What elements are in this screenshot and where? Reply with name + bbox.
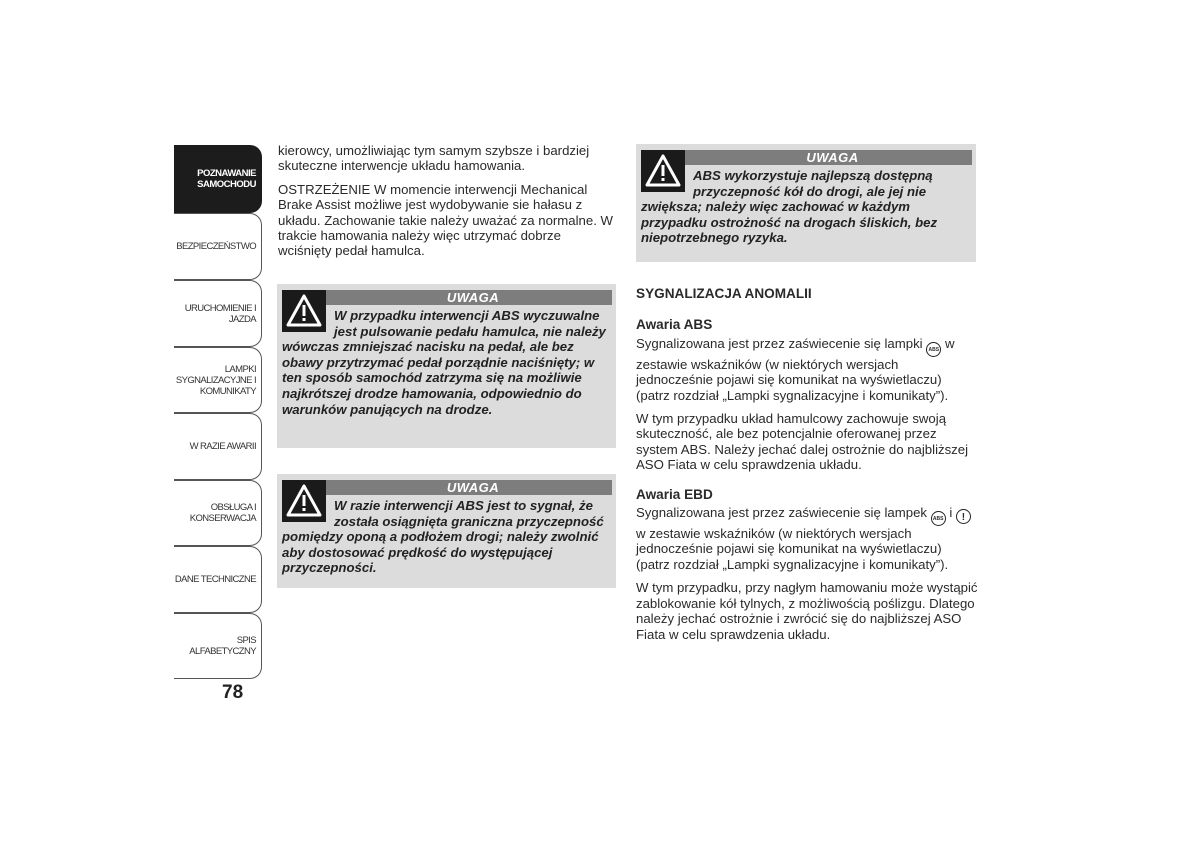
text-span: Sygnalizowana jest przez zaświecenie się lampek: [636, 505, 928, 521]
right-column: [636, 286, 978, 650]
tab-spis-alfabetyczny[interactable]: [174, 613, 262, 679]
abs-warning-light-icon: ABS: [931, 511, 946, 526]
warning-title: UWAGA: [641, 150, 972, 165]
paragraph: W tym przypadku, przy nagłym hamowaniu może wystąpić zablokowanie kół tylnych, z możliwością poślizgu. Dlatego należy jechać ostrożnie i zwrócić się do najbliższej ASO Fiata w celu sprawdzenia układu.: [636, 580, 978, 642]
section-heading: SYGNALIZACJA ANOMALII: [636, 286, 812, 301]
warning-text: W przypadku interwencji ABS wyczuwalne jest pulsowanie pedału hamulca, nie należy wówczas zmniejszać nacisku na pedał, ale bez obawy przytrzymać pedał porządnie naciśnięty; w ten sposób samochód zatrzyma się na możliwie najkrótszej drodze hamowania, odpowiednio do warunków panujących na drodze.: [282, 308, 606, 417]
warning-triangle-icon: [641, 150, 685, 192]
text-span: w zestawie wskaźników (w niektórych wersjach jednocześnie pojawi się komunikat na wyświetlaczu) (patrz rozdział „Lampki sygnalizacyjne i komunikaty”).: [636, 526, 949, 572]
tab-label: URUCHOMIENIE I JAZDA: [184, 302, 256, 325]
paragraph: [636, 336, 978, 403]
tab-uruchomienie-i-jazda[interactable]: [174, 280, 262, 347]
left-column: [278, 143, 618, 267]
tab-label: SPIS ALFABETYCZNY: [189, 635, 256, 657]
warning-title: UWAGA: [282, 290, 612, 305]
tab-dane-techniczne[interactable]: [174, 546, 262, 613]
tab-w-razie-awarii[interactable]: [174, 413, 262, 480]
warning-text: W razie interwencji ABS jest to sygnał, że została osiągnięta graniczna przyczepność pomiędzy oponą a podłożem drogi; należy zwolnić aby dostosować prędkość do występującej przyczepności.: [282, 498, 604, 576]
brake-warning-light-icon: !: [956, 509, 971, 524]
tab-label: LAMPKI SYGNALIZACYJNE I KOMUNIKATY: [175, 363, 256, 397]
text-span: i: [949, 505, 953, 521]
paragraph: OSTRZEŻENIE W momencie interwencji Mechanical Brake Assist możliwe jest wydobywanie sie hałasu z układu. Zachowanie takie należy uważać za normalne. W trakcie hamowania należy więc utrzymać dobrze wciśnięty pedał hamulca.: [278, 181, 613, 259]
subsection-heading: Awaria EBD: [636, 486, 713, 502]
abs-warning-light-icon: ABS: [926, 342, 941, 357]
warning-box: [277, 474, 616, 588]
tab-obsluga-i-konserwacja[interactable]: [174, 480, 262, 546]
tab-poznawanie-samochodu[interactable]: [174, 145, 262, 213]
warning-triangle-icon: [282, 290, 326, 332]
warning-triangle-icon: [282, 480, 326, 522]
text-span: w zestawie wskaźników (w niektórych wersjach jednocześnie pojawi się komunikat na wyświetlaczu) (patrz rozdział „Lampki sygnalizacyjne i komunikaty”).: [636, 335, 955, 403]
paragraph: kierowcy, umożliwiając tym samym szybsze i bardziej skuteczne interwencje układu hamowania.: [278, 143, 590, 174]
paragraph: [636, 505, 978, 572]
tab-bezpieczenstwo[interactable]: [174, 213, 262, 280]
warning-box: [277, 284, 616, 448]
tab-lampki-sygnalizacyjne[interactable]: [174, 347, 262, 413]
tab-label: POZNAWANIE SAMOCHODU: [197, 168, 256, 190]
warning-box: [636, 144, 976, 262]
text-span: Sygnalizowana jest przez zaświecenie się lampki: [636, 335, 923, 351]
tab-label: DANE TECHNICZNE: [174, 574, 256, 585]
subsection-heading: Awaria ABS: [636, 317, 713, 333]
warning-text: ABS wykorzystuje najlepszą dostępną przyczepność kół do drogi, ale jej nie zwiększa; należy więc zachować w każdym przypadku ostrożność na drogach śliskich, bez niepotrzebnego ryzyka.: [641, 168, 938, 246]
tab-label: BEZPIECZEŃSTWO: [176, 241, 256, 252]
warning-title: UWAGA: [282, 480, 612, 495]
tab-label: W RAZIE AWARII: [189, 441, 256, 452]
paragraph: W tym przypadku układ hamulcowy zachowuje swoją skuteczność, ale bez potencjalnie oferowanej przez system ABS. Należy jechać dalej ostrożnie do najbliższej ASO Fiata w celu sprawdzenia układu.: [636, 411, 969, 473]
tab-label: OBSŁUGA I KONSERWACJA: [189, 502, 256, 524]
page-number: 78: [222, 682, 244, 703]
